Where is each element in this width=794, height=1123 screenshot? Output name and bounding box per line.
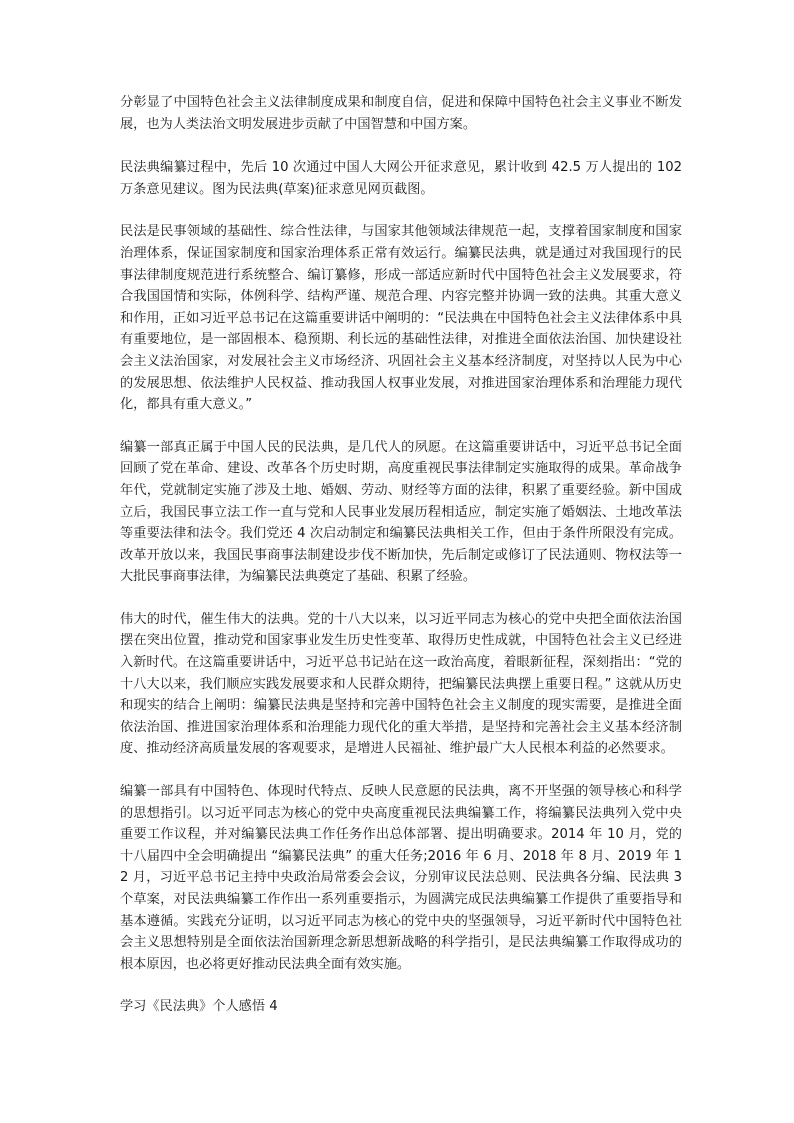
paragraph-5: 伟大的时代，催生伟大的法典。党的十八大以来，以习近平同志为核心的党中央把全面依法治国摆在突出位置，推动党和国家事业发生历史性变革、取得历史性成就，中国特色社会主义已经进入新时代。在这篇重要讲话中，习近平总书记站在这一政治高度，着眼新征程，深刻指出：“党的十八大以来，我们顺应实践发展要求和人民群众期待，把编纂民法典摆上重要日程。” 这就从历史和现实的结合上阐明：编纂民法典是坚持和完善中国特色社会主义制度的现实需要，是推进全面依法治国、推进国家治理体系和治理能力现代化的重大举措，是坚持和完善社会主义基本经济制度、推动经济高质量发展的客观要求，是增进人民福祉、维护最广大人民根本利益的必然要求。 — [120, 611, 682, 757]
section-heading: 学习《民法典》个人感悟 4 — [120, 999, 278, 1015]
paragraph-3: 民法是民事领域的基础性、综合性法律，与国家其他领域法律规范一起，支撑着国家制度和国家治理体系，保证国家制度和国家治理体系正常有效运行。编纂民法典，就是通过对我国现行的民事法律制度规范进行系统整合、编订纂修，形成一部适应新时代中国特色社会主义发展要求，符合我国国情和实际，体例科学、结构严谨、规范合理、内容完整并协调一致的法典。其重大意义和作用，正如习近平总书记在这篇重要讲话中阐明的：“民法典在中国特色社会主义法律体系中具有重要地位，是一部固根本、稳预期、利长远的基础性法律，对推进全面依法治国、加快建设社会主义法治国家，对发展社会主义市场经济、巩固社会主义基本经济制度，对坚持以人民为中心的发展思想、依法维护人民权益、推动我国人权事业发展，对推进国家治理体系和治理能力现代化，都具有重大意义。” — [120, 224, 682, 413]
document-body — [120, 92, 682, 1018]
paragraph-4: 编纂一部真正属于中国人民的民法典，是几代人的夙愿。在这篇重要讲话中，习近平总书记全面回顾了党在革命、建设、改革各个历史时期，高度重视民事法律制定实施取得的成果。革命战争年代，党就制定实施了涉及土地、婚姻、劳动、财经等方面的法律，积累了重要经验。新中国成立后，我国民事立法工作一直与党和人民事业发展历程相适应，制定实施了婚姻法、土地改革法等重要法律和法令。我们党还 4 次启动制定和编纂民法典相关工作，但由于条件所限没有完成。改革开放以来，我国民事商事法制建设步伐不断加快，先后制定或修订了民法通则、物权法等一大批民事商事法律，为编纂民法典奠定了基础、积累了经验。 — [120, 439, 682, 585]
paragraph-6: 编纂一部具有中国特色、体现时代特点、反映人民意愿的民法典，离不开坚强的领导核心和科学的思想指引。以习近平同志为核心的党中央高度重视民法典编纂工作，将编纂民法典列入党中央重要工作议程，并对编纂民法典工作任务作出总体部署、提出明确要求。2014 年 10 月，党的十八届四中全会明确提出 “编纂民法典” 的重大任务;2016 年 6 月、2018 年 8 月、2019 年 12 月，习近平总书记主持中央政治局常委会会议，分别审议民法总则、民法典各分编、民法典 3 个草案，对民法典编纂工作作出一系列重要指示，为圆满完成民法典编纂工作提供了重要指导和基本遵循。实践充分证明，以习近平同志为核心的党中央的坚强领导，习近平新时代中国特色社会主义思想特别是全面依法治国新理念新思想新战略的科学指引，是民法典编纂工作取得成功的根本原因，也必将更好推动民法典全面有效实施。 — [120, 784, 682, 972]
paragraph-1: 分彰显了中国特色社会主义法律制度成果和制度自信，促进和保障中国特色社会主义事业不断发展，也为人类法治文明发展进步贡献了中国智慧和中国方案。 — [120, 95, 682, 132]
paragraph-2: 民法典编纂过程中，先后 10 次通过中国人大网公开征求意见，累计收到 42.5 万人提出的 102 万条意见建议。图为民法典(草案)征求意见网页截图。 — [120, 160, 682, 197]
